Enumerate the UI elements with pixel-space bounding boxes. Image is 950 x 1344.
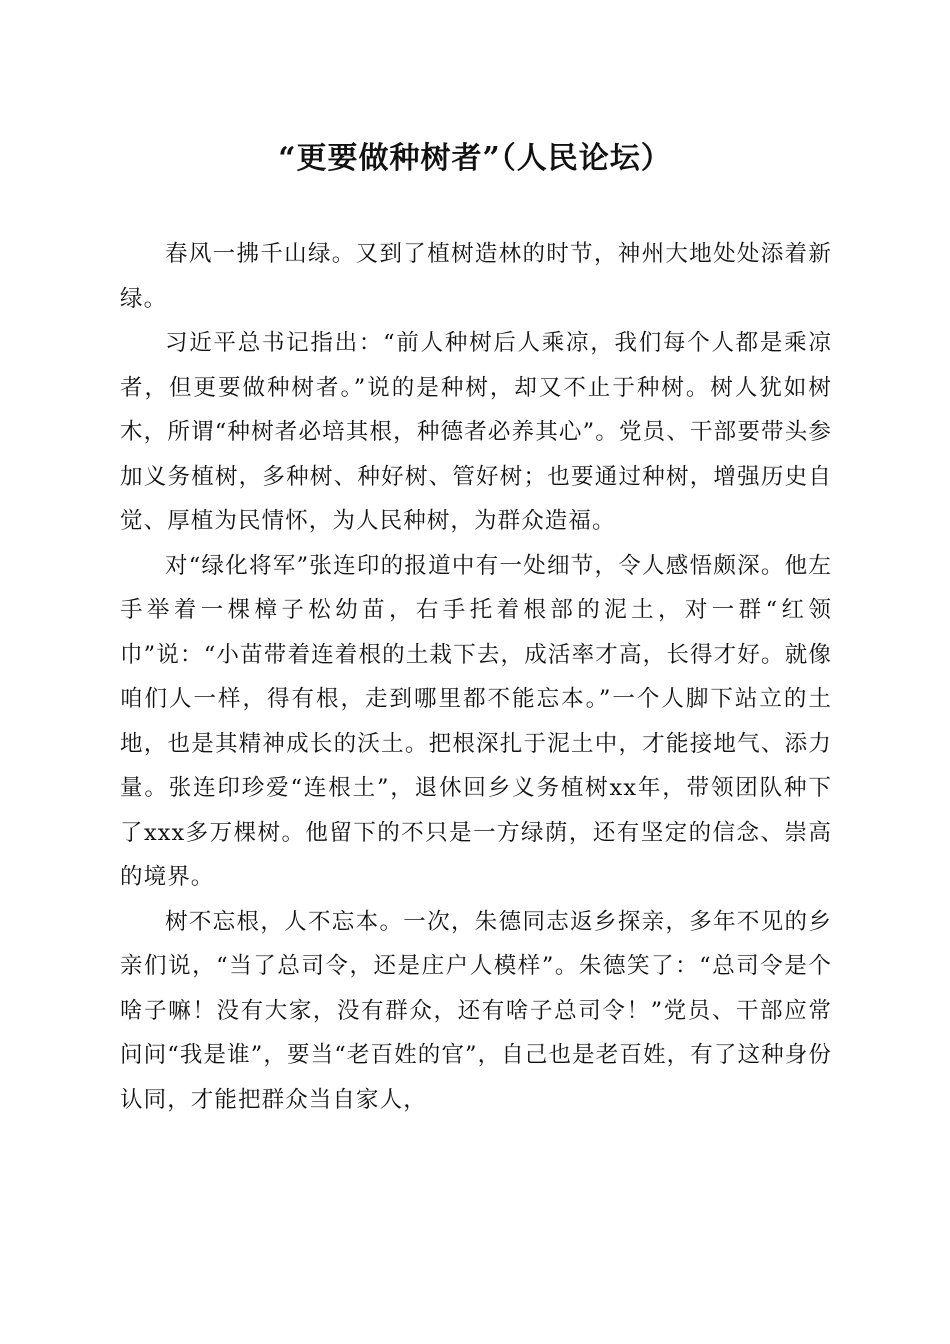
document-title: “更要做种树者”（人民论坛） <box>278 141 672 176</box>
paragraph-3: 对“绿化将军”张连印的报道中有一处细节，令人感悟颇深。他左手举着一棵樟子松幼苗，右手托着根部的泥土，对一群“红领巾”说：“小苗带着连着根的土栽下去，成活率才高，长得才好。就像咱们人一样，得有根，走到哪里都不能忘本。”一个人脚下站立的土地，也是其精神成长的沃土。把根深扎于泥土中，才能接地气、添力量。张连印珍爱“连根土”，退休回乡义务植树xx年，带领团队种下了xxx多万棵树。他留下的不只是一方绿荫，还有坚定的信念、崇高的境界。 <box>120 552 832 890</box>
paragraph-4: 树不忘根，人不忘本。一次，朱德同志返乡探亲，多年不见的乡亲们说，“当了总司令，还是庄户人模样”。朱德笑了：“总司令是个啥子嘛！没有大家，没有群众，还有啥子总司令！”党员、干部应常问问“我是谁”，要当“老百姓的官”，自己也是老百姓，有了这种身份认同，才能把群众当自家人， <box>120 908 832 1113</box>
paragraph-2: 习近平总书记指出：“前人种树后人乘凉，我们每个人都是乘凉者，但更要做种树者。”说的是种树，却又不止于种树。树人犹如树木，所谓“种树者必培其根，种德者必养其心”。党员、干部要带头参加义务植树，多种树、种好树、管好树；也要通过种树，增强历史自觉、厚植为民情怀，为人民种树，为群众造福。 <box>120 330 832 534</box>
paragraph-1: 春风一拂千山绿。又到了植树造林的时节，神州大地处处添着新绿。 <box>120 241 832 312</box>
document-body <box>120 232 832 1122</box>
